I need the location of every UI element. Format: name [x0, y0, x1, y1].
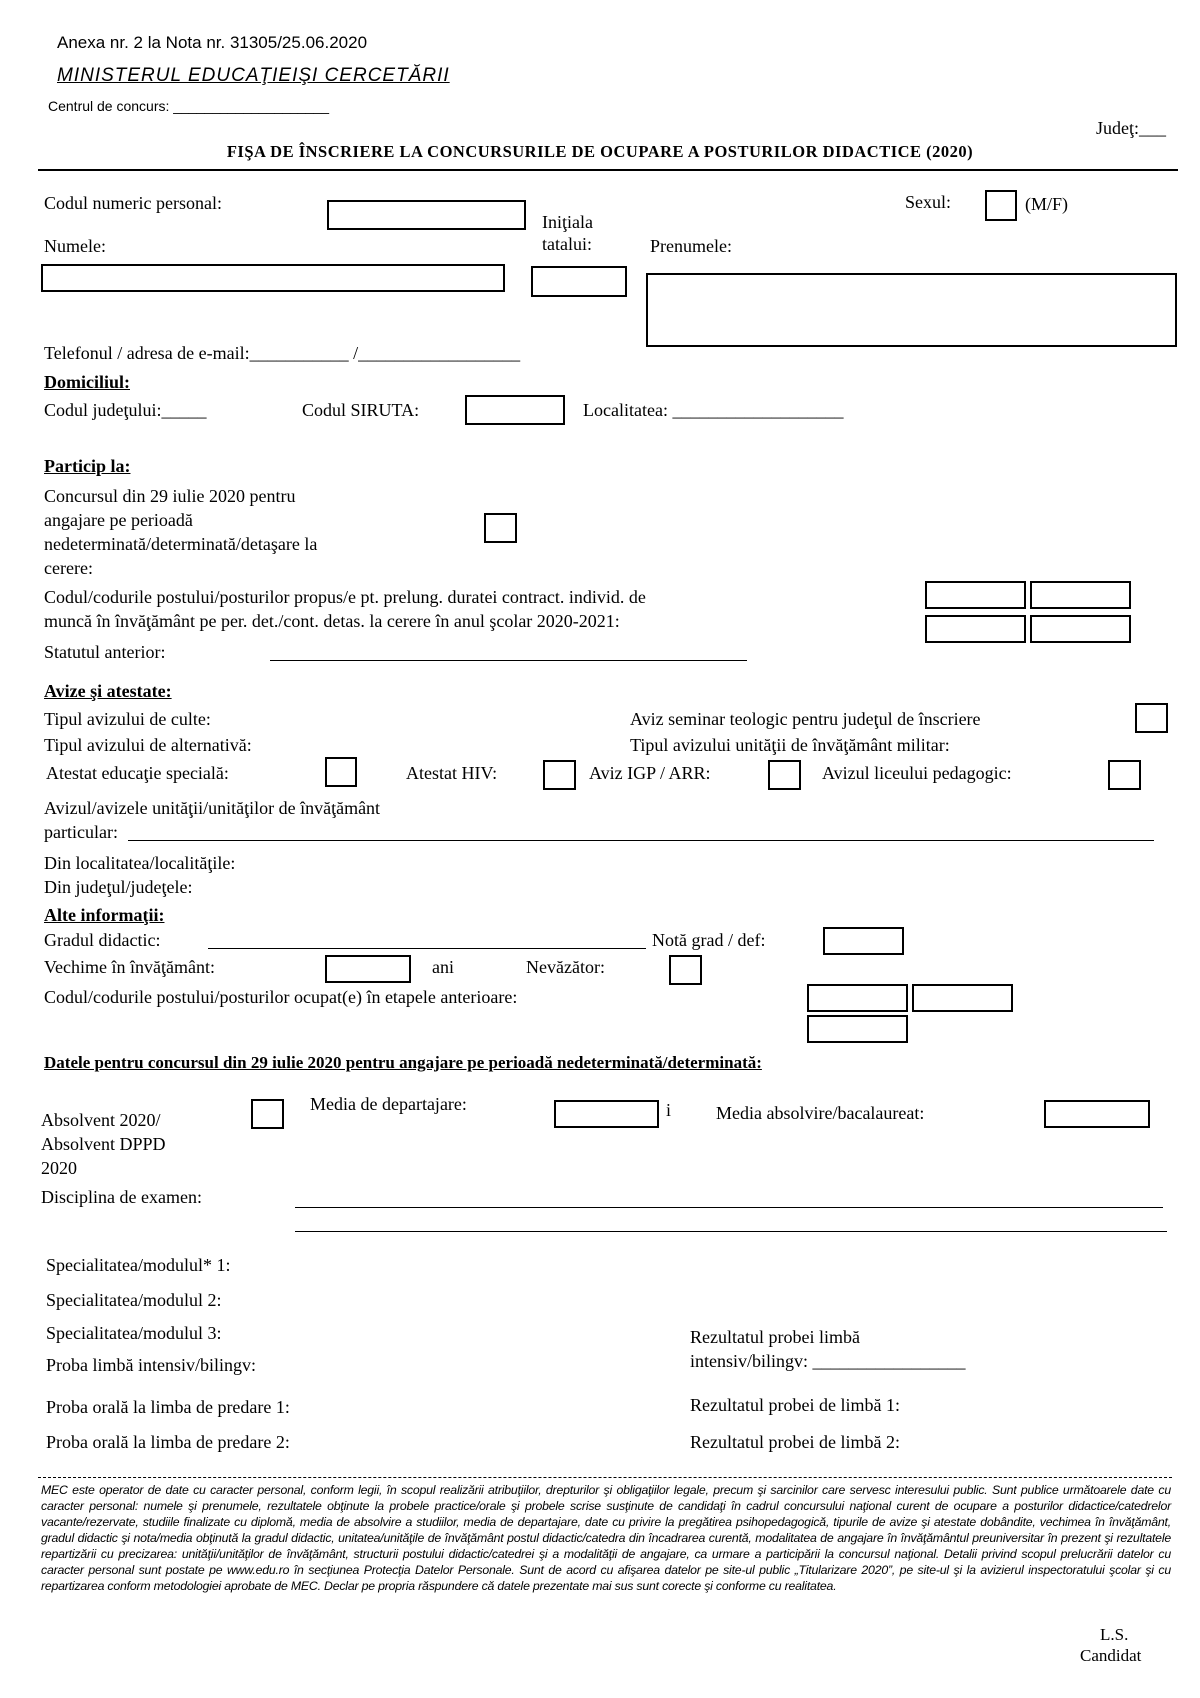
other-heading: Alte informaţii: — [44, 905, 165, 925]
degree-grade-field[interactable] — [823, 927, 904, 955]
post-code-field[interactable] — [1030, 581, 1131, 609]
igp-label: Aviz IGP / ARR: — [589, 763, 711, 783]
cnp-label: Codul numeric personal: — [44, 193, 222, 213]
siruta-field[interactable] — [465, 395, 565, 425]
siruta-label: Codul SIRUTA: — [302, 400, 420, 420]
private-approval-field[interactable] — [128, 840, 1154, 841]
ministry-name: MINISTERUL EDUCAŢIEIŞI CERCETĂRII — [57, 65, 450, 86]
locality-field[interactable]: Localitatea: ___________________ — [583, 400, 844, 420]
county-label: Judeţ:___ — [1096, 118, 1166, 138]
pedagogic-checkbox[interactable] — [1108, 760, 1141, 790]
post-code-field[interactable] — [925, 615, 1026, 643]
degree-grade-label: Notă grad / def: — [652, 930, 766, 950]
occupied-code-field[interactable] — [807, 984, 908, 1012]
participate-heading: Particip la: — [44, 456, 131, 476]
contest-checkbox[interactable] — [484, 513, 517, 543]
blind-label: Nevăzător: — [526, 957, 605, 977]
private-approval-label: Avizul/avizele unităţii/unităţilor de învăţământ — [44, 798, 381, 818]
discipline-field[interactable] — [295, 1207, 1163, 1208]
father-initial-field[interactable] — [531, 266, 627, 297]
contest-line: angajare pe perioadă — [44, 510, 193, 530]
domicile-heading: Domiciliul: — [44, 372, 130, 392]
sex-field[interactable] — [985, 190, 1017, 221]
language-result-field[interactable]: intensiv/bilingv: _________________ — [690, 1351, 966, 1371]
father-initial-label: Iniţiala — [542, 212, 593, 232]
seminar-label: Aviz seminar teologic pentru judeţul de înscriere — [630, 709, 981, 729]
graduation-average-field[interactable] — [1044, 1100, 1150, 1128]
hiv-checkbox[interactable] — [543, 760, 576, 790]
i-mark: i — [666, 1100, 672, 1120]
pedagogic-label: Avizul liceului pedagogic: — [822, 763, 1012, 783]
discipline-field-2[interactable] — [295, 1231, 1167, 1232]
language-result-label: Rezultatul probei limbă — [690, 1327, 860, 1347]
last-name-field[interactable] — [41, 264, 505, 292]
contest-line: Concursul din 29 iulie 2020 pentru — [44, 486, 296, 506]
first-name-label: Prenumele: — [650, 236, 732, 256]
special-ed-checkbox[interactable] — [325, 757, 357, 787]
graduate-label: 2020 — [41, 1158, 77, 1178]
hiv-label: Atestat HIV: — [406, 763, 498, 783]
codes-label-2: muncă în învăţământ pe per. det./cont. detas. la cerere în anul şcolar 2020-2021: — [44, 611, 620, 631]
codes-label: Codul/codurile postului/posturilor propus/e pt. prelung. duratei contract. individ. de — [44, 587, 646, 607]
degree-field[interactable] — [208, 948, 646, 949]
approvals-heading: Avize şi atestate: — [44, 681, 172, 701]
specialty-1-label: Specialitatea/modulul* 1: — [46, 1255, 231, 1275]
first-name-field[interactable] — [646, 273, 1177, 347]
oral-result-2-label: Rezultatul probei de limbă 2: — [690, 1432, 900, 1452]
oral-result-1-label: Rezultatul probei de limbă 1: — [690, 1395, 900, 1415]
cult-approval-label: Tipul avizului de culte: — [44, 709, 211, 729]
sex-label: Sexul: — [905, 192, 952, 212]
sex-hint: (M/F) — [1025, 194, 1069, 214]
years-label: ani — [432, 957, 454, 977]
localities-label: Din localitatea/localităţile: — [44, 853, 236, 873]
previous-status-label: Statutul anterior: — [44, 642, 166, 662]
previous-status-field[interactable] — [270, 660, 747, 661]
contest-line: nedeterminată/determinată/detaşare la — [44, 534, 318, 554]
contest-line: cerere: — [44, 558, 93, 578]
seal-label: L.S. — [1100, 1625, 1129, 1644]
title-divider — [38, 169, 1178, 171]
specialty-3-label: Specialitatea/modulul 3: — [46, 1323, 222, 1343]
last-name-label: Numele: — [44, 236, 106, 256]
oral-test-1-label: Proba orală la limba de predare 1: — [46, 1397, 290, 1417]
military-approval-label: Tipul avizului unităţii de învăţământ militar: — [630, 735, 950, 755]
tiebreak-field[interactable] — [554, 1100, 659, 1128]
seniority-field[interactable] — [325, 955, 411, 983]
graduation-average-label: Media absolvire/bacalaureat: — [716, 1103, 925, 1123]
graduate-label: Absolvent DPPD — [41, 1134, 166, 1154]
county-code-field[interactable]: Codul judeţului:_____ — [44, 400, 207, 420]
phone-email-field[interactable]: Telefonul / adresa de e-mail:___________ /__________________ — [44, 343, 521, 363]
occupied-code-field[interactable] — [912, 984, 1013, 1012]
graduate-checkbox[interactable] — [251, 1099, 284, 1129]
language-test-label: Proba limbă intensiv/bilingv: — [46, 1355, 256, 1375]
degree-label: Gradul didactic: — [44, 930, 161, 950]
occupied-codes-label: Codul/codurile postului/posturilor ocupat(e) în etapele anterioare: — [44, 987, 518, 1007]
candidate-signature-label: Candidat — [1080, 1646, 1142, 1665]
contest-data-heading: Datele pentru concursul din 29 iulie 2020 pentru angajare pe perioadă nedeterminată/determinată: — [44, 1053, 762, 1072]
post-code-field[interactable] — [925, 581, 1026, 609]
blind-checkbox[interactable] — [669, 955, 702, 985]
tiebreak-label: Media de departajare: — [310, 1094, 467, 1114]
father-initial-label-2: tatalui: — [542, 234, 592, 254]
footer-divider — [38, 1477, 1172, 1478]
exam-center: Centrul de concurs: ____________________ — [48, 98, 330, 114]
post-code-field[interactable] — [1030, 615, 1131, 643]
seminar-checkbox[interactable] — [1135, 703, 1168, 733]
discipline-label: Disciplina de examen: — [41, 1187, 202, 1207]
specialty-2-label: Specialitatea/modulul 2: — [46, 1290, 222, 1310]
annex-note: Anexa nr. 2 la Nota nr. 31305/25.06.2020 — [57, 33, 368, 52]
private-approval-label-2: particular: — [44, 822, 118, 842]
gdpr-notice: MEC este operator de date cu caracter personal, conform legii, în scopul realizării atribuţiilor, drepturilor şi obligaţiilor legale, precum şi sarcinilor care servesc interesului public. Sunt publice următoarele date cu caracter personal: numele şi prenumele, rezultatele obţinute la probele practice/orale şi probele scrise susţinute de candidaţi în cadrul concursului naţional curent de ocupare a posturilor didactice/catedrelor vacante/rezervate, studiile finalizate cu diplomă, media de absolvire a studiilor, media de departajare, date cu privire la pregătirea psihopedagogică, tipurile de avize şi atestate dobândite, vechimea în învăţământ, gradul didactic şi nota/media obţinută la gradul didactic, unitatea/unităţile de învăţământ postul didactic/catedra din încadrarea curentă, modalitatea de angajare în învăţământul preuniversitar în prezent şi rezultatele repartizării cu precizarea: unităţii/unităţilor de învăţământ, structurii postului didactic/catedrei şi a modalităţii de angajare, ca urmare a participării la concursul naţional. Detalii privind scopul prelucrării datelor cu caracter personal sunt postate pe www.edu.ro în secţiunea Protecţia Datelor Personale. Sunt de acord cu afişarea datelor pe site-ul public „Titularizare 2020”, pe site-ul şi la avizierul inspectoratului şcolar şi cu repartizarea conform metodologiei aprobate de MEC. Declar pe propria răspundere că datele prezentate mai sus sunt corecte şi conforme cu realitatea. — [41, 1483, 1171, 1593]
seniority-label: Vechime în învăţământ: — [44, 957, 215, 977]
counties-label: Din judeţul/judeţele: — [44, 877, 193, 897]
special-ed-label: Atestat educaţie specială: — [46, 763, 229, 783]
oral-test-2-label: Proba orală la limba de predare 2: — [46, 1432, 290, 1452]
graduate-label: Absolvent 2020/ — [41, 1110, 161, 1130]
page-title: FIŞA DE ÎNSCRIERE LA CONCURSURILE DE OCUPARE A POSTURILOR DIDACTICE (2020) — [226, 142, 974, 161]
occupied-code-field[interactable] — [807, 1015, 908, 1043]
alternative-approval-label: Tipul avizului de alternativă: — [44, 735, 252, 755]
igp-checkbox[interactable] — [768, 760, 801, 790]
cnp-field[interactable] — [327, 200, 526, 230]
